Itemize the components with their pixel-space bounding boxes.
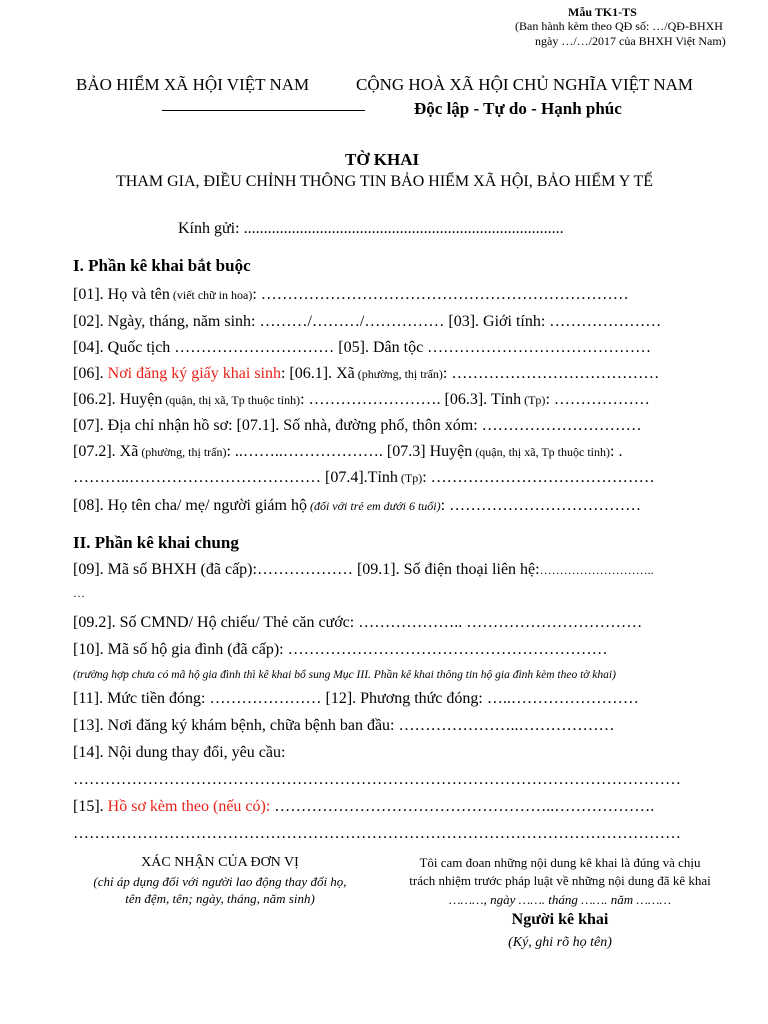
field-15: [15]. Hồ sơ kèm theo (nếu có): ……………………………………………..………………. xyxy=(73,798,655,815)
agency-underline xyxy=(162,110,365,111)
declare-line-2: trách nhiệm trước pháp luật về những nội dung đã kê khai xyxy=(409,873,711,888)
field-04: [04]. Quốc tịch ………………………… [05]. Dân tộc …………………………………… xyxy=(73,339,652,356)
page-subtitle: THAM GIA, ĐIỀU CHỈNH THÔNG TIN BẢO HIỂM XÃ HỘI, BẢO HIỂM Y TẾ xyxy=(116,173,653,190)
issued-note-1: (Ban hành kèm theo QĐ số: …/QĐ-BHXH xyxy=(515,19,723,33)
field-07-4: ………..……………………………… [07.4].Tỉnh (Tp): …………………………………… xyxy=(73,469,655,486)
field-09: [09]. Mã số BHXH (đã cấp):……………… [09.1]. Số điện thoại liên hệ:……………………….. xyxy=(73,561,654,578)
field-06-2: [06.2]. Huyện (quận, thị xã, Tp thuộc tỉnh): ……………………. [06.3]. Tỉnh (Tp): ……………… xyxy=(73,391,650,408)
field-06: [06]. Nơi đăng ký giấy khai sinh: [06.1]. Xã (phường, thị trấn): ………………………………… xyxy=(73,365,660,382)
field-14-fill: …………………………………………………………………………………………………… xyxy=(73,771,681,788)
agency-name: BẢO HIỂM XÃ HỘI VIỆT NAM xyxy=(76,75,310,94)
section-2-heading: II. Phần kê khai chung xyxy=(73,533,239,552)
field-07: [07]. Địa chỉ nhận hồ sơ: [07.1]. Số nhà, đường phố, thôn xóm: ………………………… xyxy=(73,417,642,434)
field-02: [02]. Ngày, tháng, năm sinh: ………/………/…………… [03]. Giới tính: ………………… xyxy=(73,313,662,330)
field-10-note: (trường hợp chưa có mã hộ gia đình thì kê khai bổ sung Mục III. Phần kê khai thông tin hộ gia đình kèm theo tờ khai) xyxy=(73,669,616,681)
page-title: TỜ KHAI xyxy=(345,150,420,169)
field-08: [08]. Họ tên cha/ mẹ/ người giám hộ (đối với trẻ em dưới 6 tuổi): ……………………………… xyxy=(73,497,642,514)
kinh-gui: Kính gửi: ................................................................................ xyxy=(178,220,564,237)
section-1-heading: I. Phần kê khai bắt buộc xyxy=(73,256,251,275)
declarant-sign-note: (Ký, ghi rõ họ tên) xyxy=(508,935,612,950)
field-15-fill: …………………………………………………………………………………………………… xyxy=(73,825,681,842)
confirm-note-1: (chỉ áp dụng đối với người lao động thay đổi họ, xyxy=(93,874,347,889)
field-11: [11]. Mức tiền đóng: ………………… [12]. Phương thức đóng: …..…………………… xyxy=(73,690,639,707)
field-09-2: [09.2]. Số CMND/ Hộ chiếu/ Thẻ căn cước: ……………….. …………………………… xyxy=(73,614,643,631)
declarant-title: Người kê khai xyxy=(511,911,609,928)
confirm-note-2: tên đệm, tên; ngày, tháng, năm sinh) xyxy=(125,891,315,906)
motto: Độc lập - Tự do - Hạnh phúc xyxy=(414,99,622,118)
field-14: [14]. Nội dung thay đổi, yêu cầu: xyxy=(73,744,286,761)
declare-line-1: Tôi cam đoan những nội dung kê khai là đúng và chịu xyxy=(419,855,701,870)
confirm-title: XÁC NHẬN CỦA ĐƠN VỊ xyxy=(141,855,299,870)
field-10: [10]. Mã số hộ gia đình (đã cấp): …………………………………………………… xyxy=(73,641,608,658)
form-code: Mẫu TK1-TS xyxy=(568,5,637,19)
declare-date: ………, ngày ……. tháng ……. năm ……… xyxy=(448,892,672,907)
issued-note-2: ngày …/…/2017 của BHXH Việt Nam) xyxy=(535,34,726,48)
republic-name: CỘNG HOÀ XÃ HỘI CHỦ NGHĨA VIỆT NAM xyxy=(356,75,694,94)
field-09-dots: … xyxy=(73,586,85,600)
field-01: [01]. Họ và tên (viết chữ in hoa): …………………………………………………………… xyxy=(73,286,629,303)
field-07-2: [07.2]. Xã (phường, thị trấn): ..……..………………. [07.3] Huyện (quận, thị xã, Tp thuộc tỉnh): . xyxy=(73,443,623,460)
field-13: [13]. Nơi đăng ký khám bệnh, chữa bệnh ban đầu: …………………..……………… xyxy=(73,717,615,734)
